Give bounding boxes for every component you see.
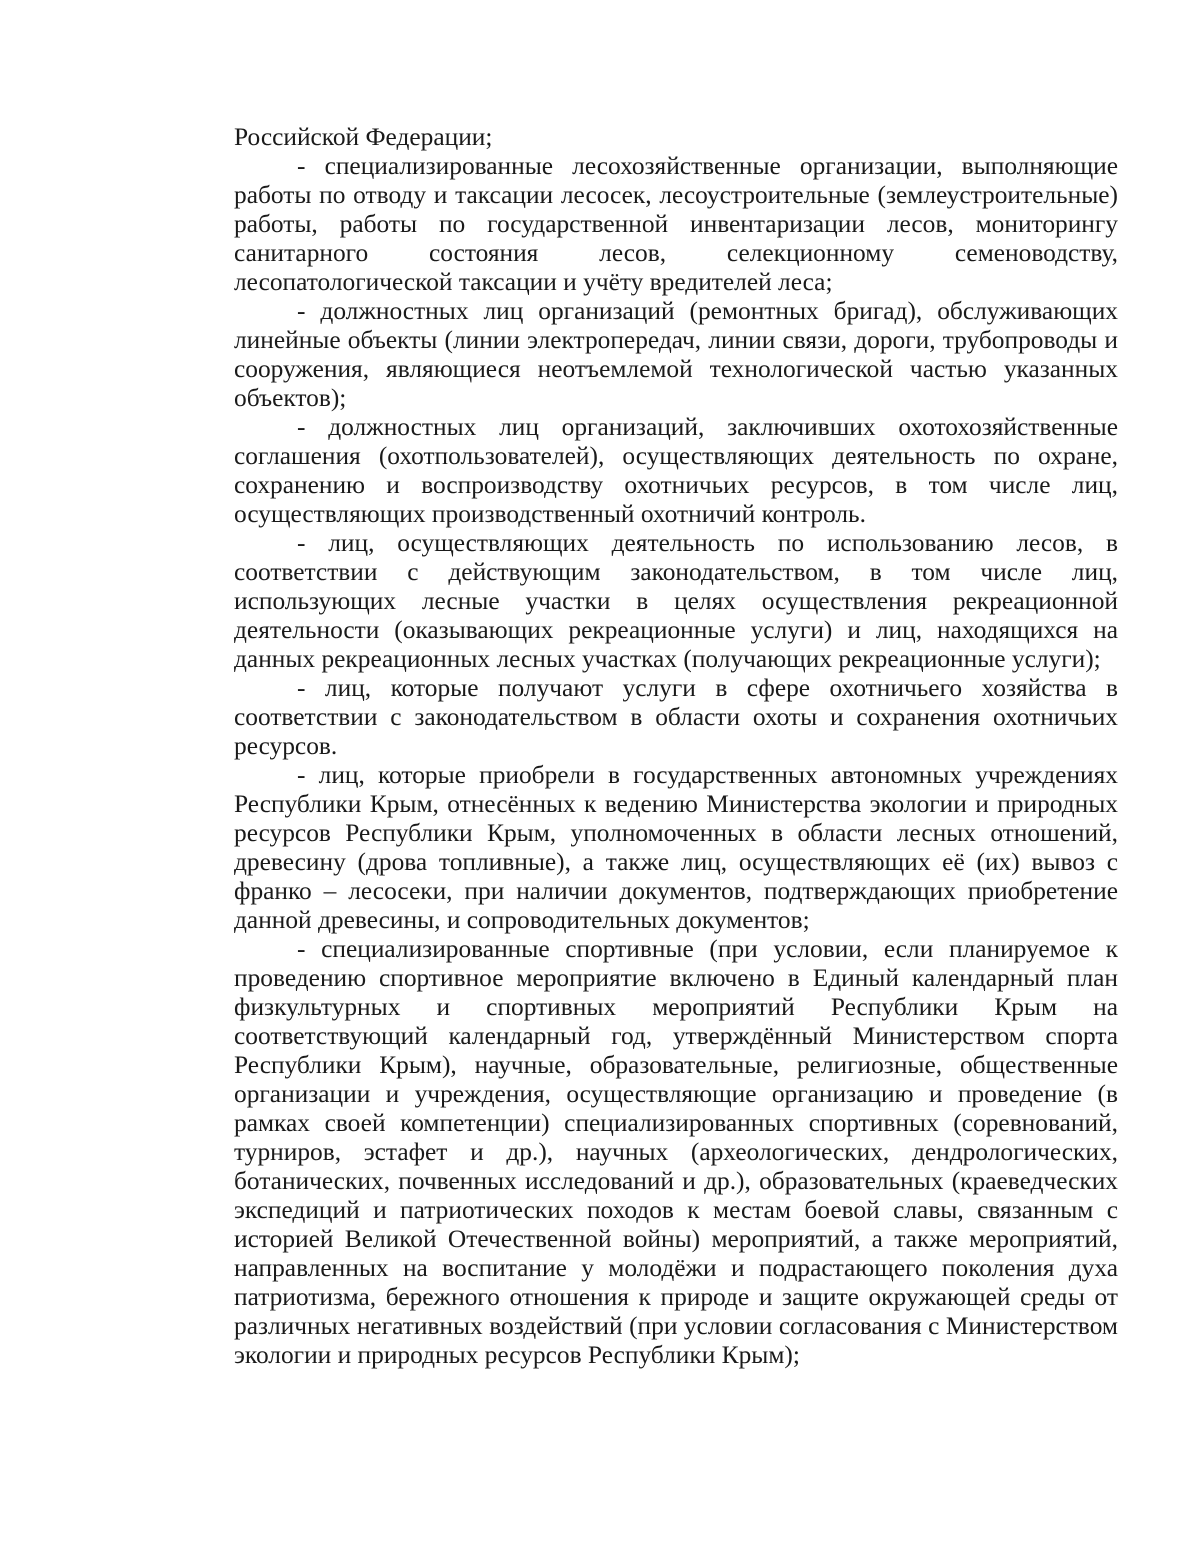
paragraph-hunting-services: - лиц, которые получают услуги в сфере охотничьего хозяйства в соответствии с законодательством в области охоты и сохранения охотничьих ресурсов.: [234, 674, 1118, 760]
paragraph-forest-use: - лиц, осуществляющих деятельность по использованию лесов, в соответствии с действующим законодательством, в том числе лиц, использующих лесные участки в целях осуществления рекреационной деятельности (оказывающих рекреационные услуги) и лиц, находящихся на данных рекреационных лесных участках (получающих рекреационные услуги);: [234, 529, 1118, 673]
paragraph-repair-crews: - должностных лиц организаций (ремонтных бригад), обслуживающих линейные объекты (линии электропередач, линии связи, дороги, трубопроводы и сооружения, являющиеся неотъемлемой технологической частью указанных объектов);: [234, 297, 1118, 412]
paragraph-forestry-organizations: - специализированные лесохозяйственные организации, выполняющие работы по отводу и таксации лесосек, лесоустроительные (землеустроительные) работы, работы по государственной инвентаризации лесов, мониторингу санитарного состояния лесов, селекционному семеноводству, лесопатологической таксации и учёту вредителей леса;: [234, 152, 1118, 296]
paragraph-firewood-purchase: - лиц, которые приобрели в государственных автономных учреждениях Республики Крым, отнесённых к ведению Министерства экологии и природных ресурсов Республики Крым, уполномоченных в области лесных отношений, древесину (дрова топливные), а также лиц, осуществляющих её (их) вывоз с франко – лесосеки, при наличии документов, подтверждающих приобретение данной древесины, и сопроводительных документов;: [234, 761, 1118, 934]
document-body: [234, 123, 1118, 1370]
paragraph-sports-organizations: - специализированные спортивные (при условии, если планируемое к проведению спортивное мероприятие включено в Единый календарный план физкультурных и спортивных мероприятий Республики Крым на соответствующий календарный год, утверждённый Министерством спорта Республики Крым), научные, образовательные, религиозные, общественные организации и учреждения, осуществляющие организацию и проведение (в рамках своей компетенции) специализированных спортивных (соревнований, турниров, эстафет и др.), научных (археологических, дендрологических, ботанических, почвенных исследований и др.), образовательных (краеведческих экспедиций и патриотических походов к местам боевой славы, связанным с историей Великой Отечественной войны) мероприятий, а также мероприятий, направленных на воспитание у молодёжи и подрастающего поколения духа патриотизма, бережного отношения к природе и защите окружающей среды от различных негативных воздействий (при условии согласования с Министерством экологии и природных ресурсов Республики Крым);: [234, 935, 1118, 1369]
paragraph-hunting-agreements: - должностных лиц организаций, заключивших охотохозяйственные соглашения (охотпользователей), осуществляющих деятельность по охране, сохранению и воспроизводству охотничьих ресурсов, в том числе лиц, осуществляющих производственный охотничий контроль.: [234, 413, 1118, 528]
paragraph-continuation: Российской Федерации;: [234, 123, 493, 151]
